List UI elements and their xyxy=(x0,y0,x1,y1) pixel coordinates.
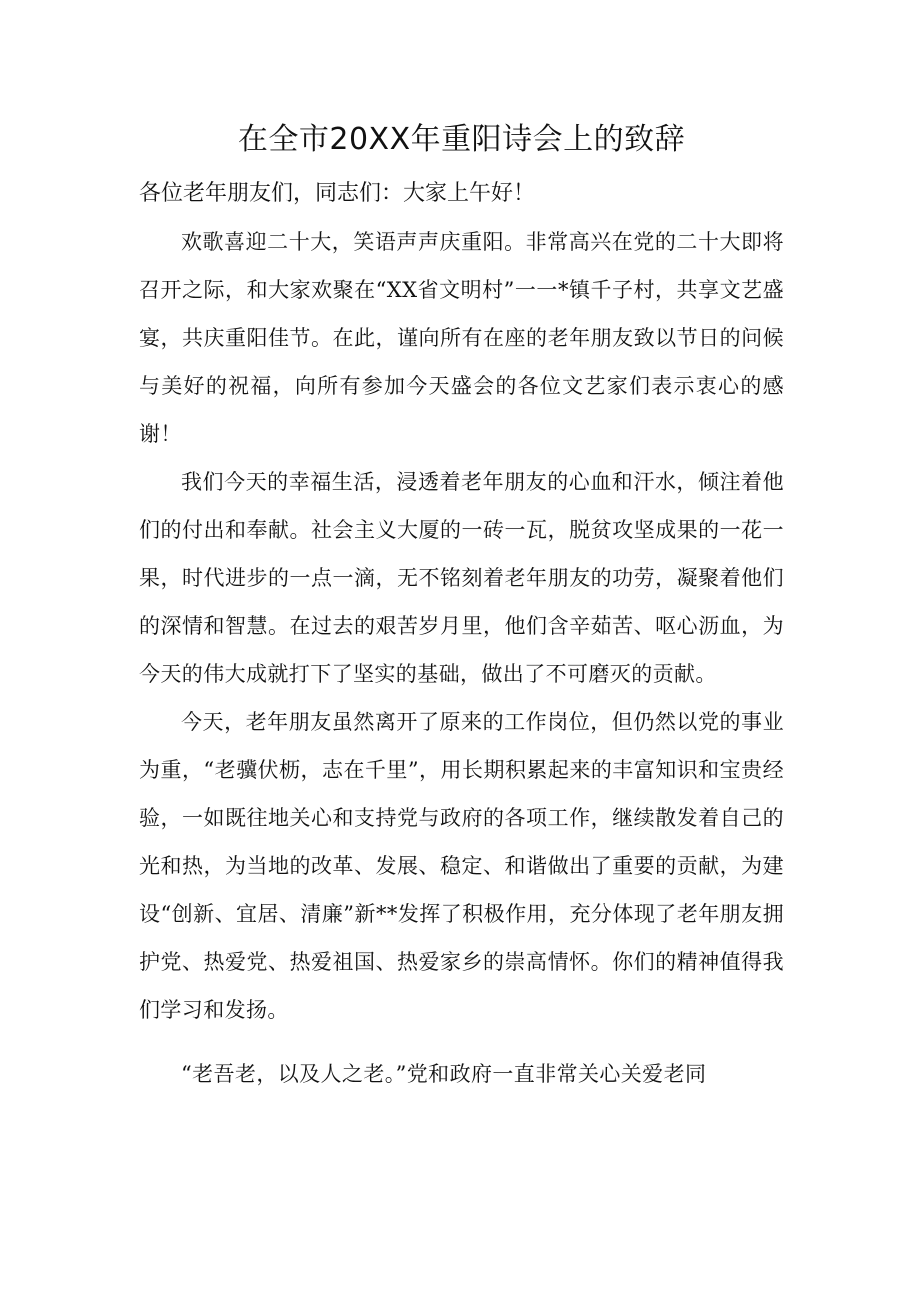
paragraph-3: 今天，老年朋友虽然离开了原来的工作岗位，但仍然以党的事业为重，“老骥伏枥，志在千里”，用长期积累起来的丰富知识和宝贵经验，一如既往地关心和支持党与政府的各项工作，继续散发着自己的光和热，为当地的改革、发展、稳定、和谐做出了重要的贡献，为建设“创新、宜居、清廉”新**发挥了积极作用，充分体现了老年朋友拥护党、热爱党、热爱祖国、热爱家乡的崇高情怀。你们的精神值得我们学习和发扬。 xyxy=(139,710,784,1022)
paragraph-2: 我们今天的幸福生活，浸透着老年朋友的心血和汗水，倾注着他们的付出和奉献。社会主义大厦的一砖一瓦，脱贫攻坚成果的一花一果，时代进步的一点一滴，无不铭刻着老年朋友的功劳，凝聚着他们的深情和智慧。在过去的艰苦岁月里，他们含辛茹苦、呕心沥血，为今天的伟大成就打下了坚实的基础，做出了不可磨灭的贡献。 xyxy=(139,470,784,686)
paragraph-4: “老吾老，以及人之老。”党和政府一直非常关心关爱老同 xyxy=(181,1062,707,1086)
paragraph-1: 欢歌喜迎二十大，笑语声声庆重阳。非常高兴在党的二十大即将召开之际，和大家欢聚在“XX省文明村”一一*镇千子村，共享文艺盛宴，共庆重阳佳节。在此，谨向所有在座的老年朋友致以节日的问候与美好的祝福，向所有参加今天盛会的各位文艺家们表示衷心的感谢！ xyxy=(139,230,784,446)
document-body xyxy=(139,110,784,1098)
salutation: 各位老年朋友们，同志们：大家上午好！ xyxy=(139,181,536,206)
document-title: 在全市20XX年重阳诗会上的致辞 xyxy=(237,122,686,157)
